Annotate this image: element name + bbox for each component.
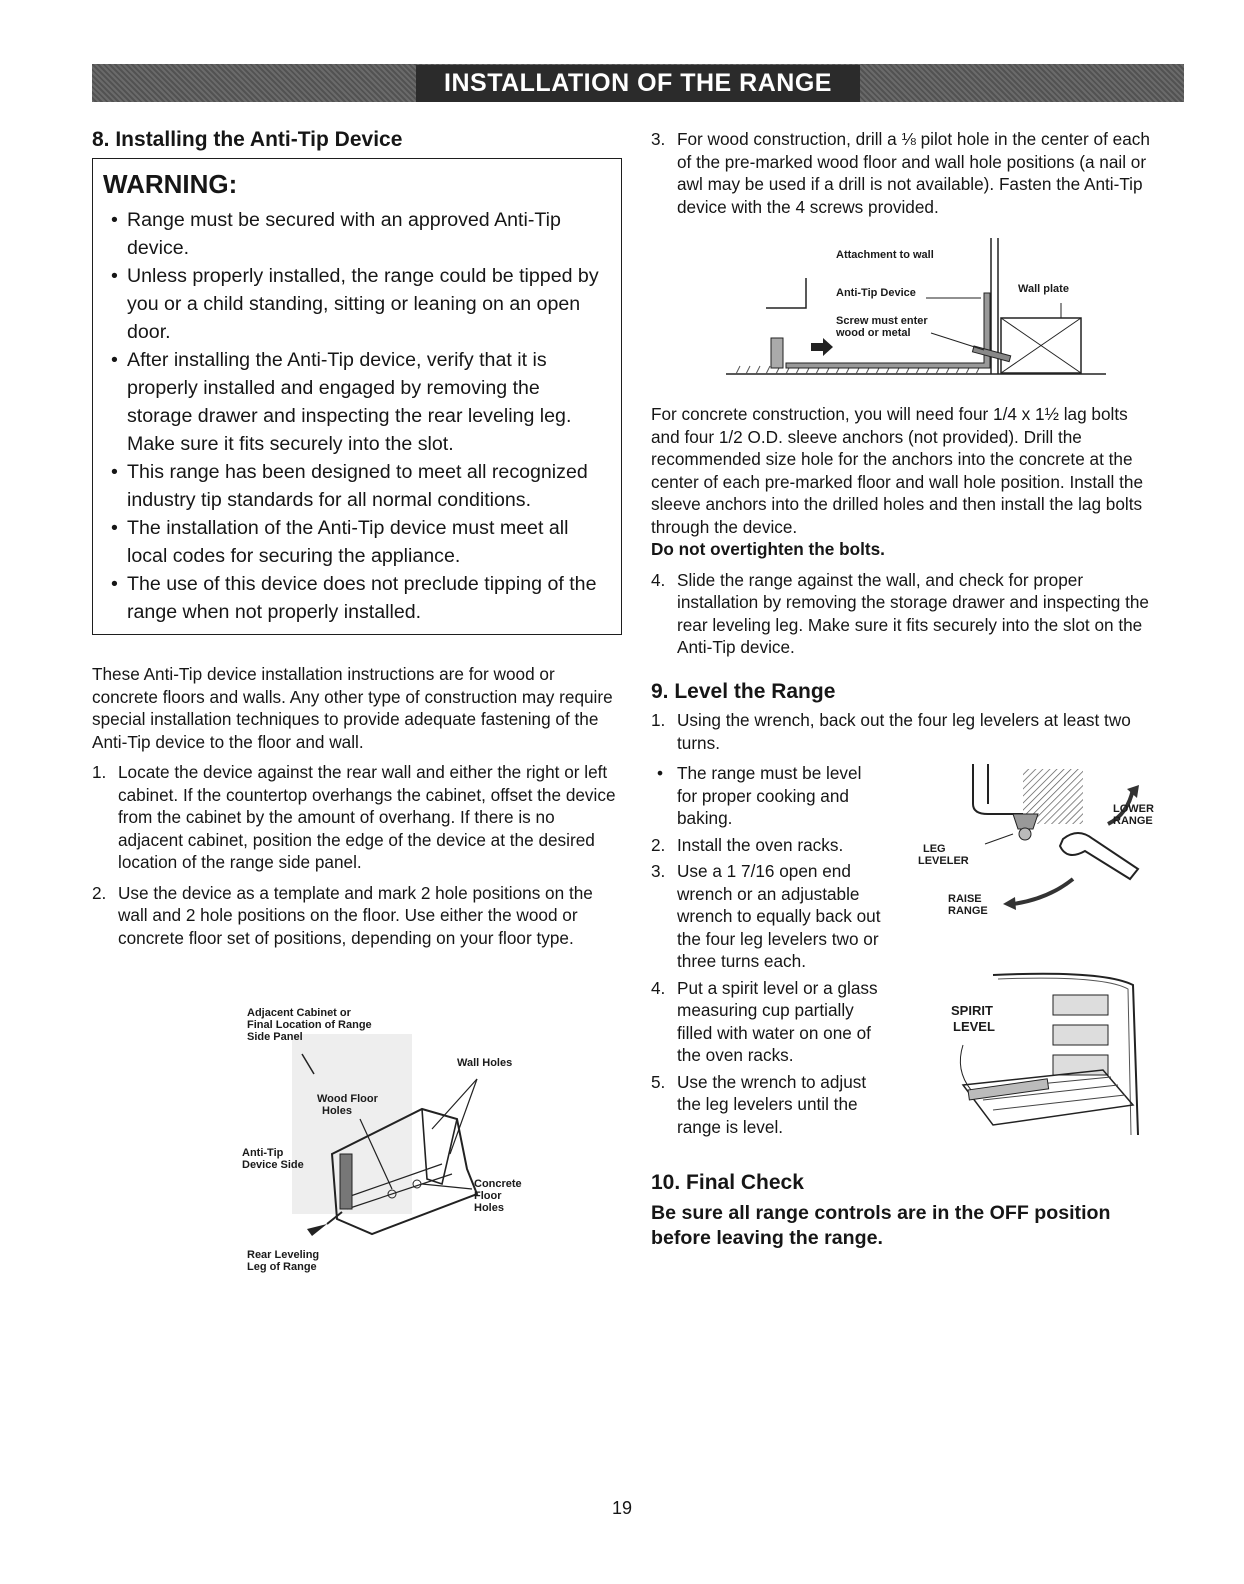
step-text: Use the device as a template and mark 2 hole positions on the wall and 2 hole positions on the floor. Use either the wood or concrete floor set of positions, depending on your floor type.: [118, 882, 593, 948]
warning-item: • Unless properly installed, the range could be tipped by you or a child standing, sitting or leaning on an open door.: [103, 262, 609, 346]
screw-pointer: [931, 333, 984, 350]
intro-paragraph: These Anti-Tip device installation instructions are for wood or concrete floors and walls. Any other type of construction may require special installation techniques to provide adequate fastening of the Anti-Tip device to the floor and wall.: [92, 664, 613, 752]
section-10-heading: 10. Final Check: [651, 1171, 804, 1194]
section-9: [651, 681, 1161, 1139]
rack-guides: [1053, 995, 1108, 1075]
label-rear-leg: Leg of Range: [247, 1261, 317, 1273]
label-screw: wood or metal: [836, 327, 911, 339]
section-8-heading: 8. Installing the Anti-Tip Device: [92, 128, 403, 151]
right-column: [651, 128, 1161, 1251]
step-text: Locate the device against the rear wall and either the right or left cabinet. If the countertop overhangs the cabinet, offset the device from the cabinet by the amount of overhang. If there is no adjacent cabinet, position the edge of the device at the desired location of the range side panel.: [118, 762, 616, 872]
leveler-foot: [1013, 814, 1038, 829]
step-item: [651, 128, 1161, 218]
step-number: 3.: [651, 861, 666, 881]
left-column: [92, 128, 622, 1274]
warning-item: • After installing the Anti-Tip device, verify that it is properly installed and engaged by removing the storage drawer and inspecting the rear leveling leg. Make sure it fits securely into the slot.: [103, 346, 609, 458]
label-concrete: Holes: [474, 1202, 504, 1214]
level-block: [651, 762, 1161, 1138]
step-item: [651, 569, 1161, 659]
wall-attachment-diagram: [726, 238, 1136, 383]
step-item: [92, 761, 622, 874]
label-cabinet: Adjacent Cabinet or: [247, 1007, 351, 1019]
label-wall-plate: Wall plate: [1018, 283, 1069, 295]
warning-list: [103, 206, 609, 626]
label-concrete: Concrete: [474, 1178, 522, 1190]
raise-arrow-icon: [1013, 879, 1073, 904]
concrete-warning: Do not overtighten the bolts.: [651, 539, 885, 559]
step-number: 2.: [92, 882, 107, 903]
concrete-pointer: [422, 1184, 472, 1189]
warning-box: [92, 158, 622, 635]
bullet-text: The range must be level for proper cooking and baking.: [677, 763, 862, 828]
label-attachment: Attachment to wall: [836, 249, 934, 261]
label-cabinet: Side Panel: [247, 1031, 303, 1043]
leveler-foot-base: [1019, 828, 1031, 840]
arrow-right-icon: [811, 338, 833, 356]
step-item: [651, 709, 1161, 754]
step-number: 4.: [651, 569, 666, 590]
step-number: 2.: [651, 834, 666, 855]
label-spirit-level: LEVEL: [953, 1019, 995, 1034]
label-concrete: Floor: [474, 1190, 502, 1202]
level-step-1: [651, 709, 1161, 754]
step-item: [651, 977, 886, 1067]
step-text: Use the wrench to adjust the leg levelers until the range is level.: [677, 1071, 867, 1137]
step-number: 1.: [92, 762, 107, 782]
spirit-level-diagram: [933, 955, 1143, 1145]
step-text: Put a spirit level or a glass measuring cup partially filled with water on one of the oven racks.: [677, 977, 878, 1065]
label-raise-range: RAISE: [948, 893, 982, 905]
leveling-leg: [771, 338, 783, 368]
bullet-item: [651, 762, 886, 830]
label-spirit-level: SPIRIT: [951, 1003, 993, 1018]
step-text: For wood construction, drill a ⅛ pilot hole in the center of each of the pre-marked wood floor and wall hole positions (a nail or awl may be used if a drill is not available). Fasten the Anti-Tip device with the 4 screws provided.: [677, 129, 1150, 217]
step-3-list: [651, 128, 1161, 218]
label-device: Anti-Tip Device: [836, 287, 916, 299]
warning-item: • The installation of the Anti-Tip device must meet all local codes for securing the appliance.: [103, 514, 609, 570]
step-number: 4.: [651, 977, 666, 998]
header-banner: [92, 64, 1184, 102]
label-lower-range: RANGE: [1113, 815, 1153, 827]
step-number: 5.: [651, 1071, 666, 1092]
anti-tip-device-diagram: [242, 1004, 542, 1274]
step-text: Using the wrench, back out the four leg levelers at least two turns.: [677, 710, 1131, 753]
final-check-text: Be sure all range controls are in the OFF position before leaving the range.: [651, 1201, 1111, 1249]
label-leg-leveler: LEG: [923, 843, 946, 855]
concrete-paragraph: For concrete construction, you will need four 1/4 x 1½ lag bolts and four 1/2 O.D. sleeve anchors (not provided). Drill the recommended size hole for the anchors into the concrete at the center of each pre-marked floor and wall hole position. Install the sleeve anchors into the drilled holes and then install the lag bolts through the device.: [651, 404, 1144, 537]
label-device-side: Device Side: [242, 1159, 304, 1171]
steps-list: [92, 761, 622, 949]
step-text: Use a 1 7/16 open end wrench or an adjustable wrench to equally back out the four leg levelers two or three turns each.: [677, 861, 881, 971]
floor-hole: [413, 1180, 421, 1188]
bullet-mark: •: [657, 763, 664, 783]
wall-holes-pointer: [432, 1079, 477, 1129]
warning-item: • The use of this device does not preclude tipping of the range when not properly installed.: [103, 570, 609, 626]
step-4-list: [651, 569, 1161, 659]
wall-holes-pointer: [450, 1079, 477, 1154]
warning-item: • This range has been designed to meet all recognized industry tip standards for all normal conditions.: [103, 458, 609, 514]
range-corner-outline: [973, 764, 1023, 814]
range-outline: [766, 278, 806, 308]
wrench-icon: [1060, 833, 1138, 879]
leg-leveler-pointer: [985, 834, 1013, 844]
raise-arrow-head: [1003, 897, 1016, 910]
page-number: 19: [611, 1498, 633, 1518]
section-9-heading: 9. Level the Range: [651, 679, 836, 703]
spirit-level-pointer: [960, 1045, 971, 1090]
warning-title: WARNING:: [103, 169, 238, 199]
label-rear-leg: Rear Leveling: [247, 1249, 320, 1261]
label-lower-range: LOWER: [1113, 803, 1154, 815]
label-raise-range: RANGE: [948, 905, 988, 917]
label-device-side: Anti-Tip: [242, 1147, 284, 1159]
step-item: [651, 834, 886, 857]
level-steps-list: [651, 762, 886, 1138]
label-wall-holes: Wall Holes: [457, 1057, 513, 1069]
step-text: Install the oven racks.: [677, 834, 844, 855]
step-item: [92, 882, 622, 950]
label-leg-leveler: LEVELER: [918, 855, 969, 867]
step-number: 1.: [651, 710, 666, 730]
leveling-leg-shape: [340, 1154, 352, 1209]
leg-leveler-diagram: [913, 764, 1163, 944]
step-number: 3.: [651, 129, 666, 149]
warning-item: • Range must be secured with an approved Anti-Tip device.: [103, 206, 609, 262]
step-text: Slide the range against the wall, and check for proper installation by removing the storage drawer and inspecting the rear leveling leg. Make sure it fits securely into the slot on the Anti-Tip device.: [677, 569, 1149, 657]
page-title: INSTALLATION OF THE RANGE: [416, 65, 860, 102]
label-cabinet: Final Location of Range: [247, 1019, 372, 1031]
leg-arrow-icon: [307, 1224, 327, 1236]
step-item: [651, 1071, 886, 1139]
label-screw: Screw must enter: [836, 315, 928, 327]
step-item: [651, 860, 886, 973]
label-wood-holes: Holes: [322, 1105, 352, 1117]
label-wood-holes: Wood Floor: [317, 1093, 378, 1105]
section-10: [651, 1172, 1161, 1251]
